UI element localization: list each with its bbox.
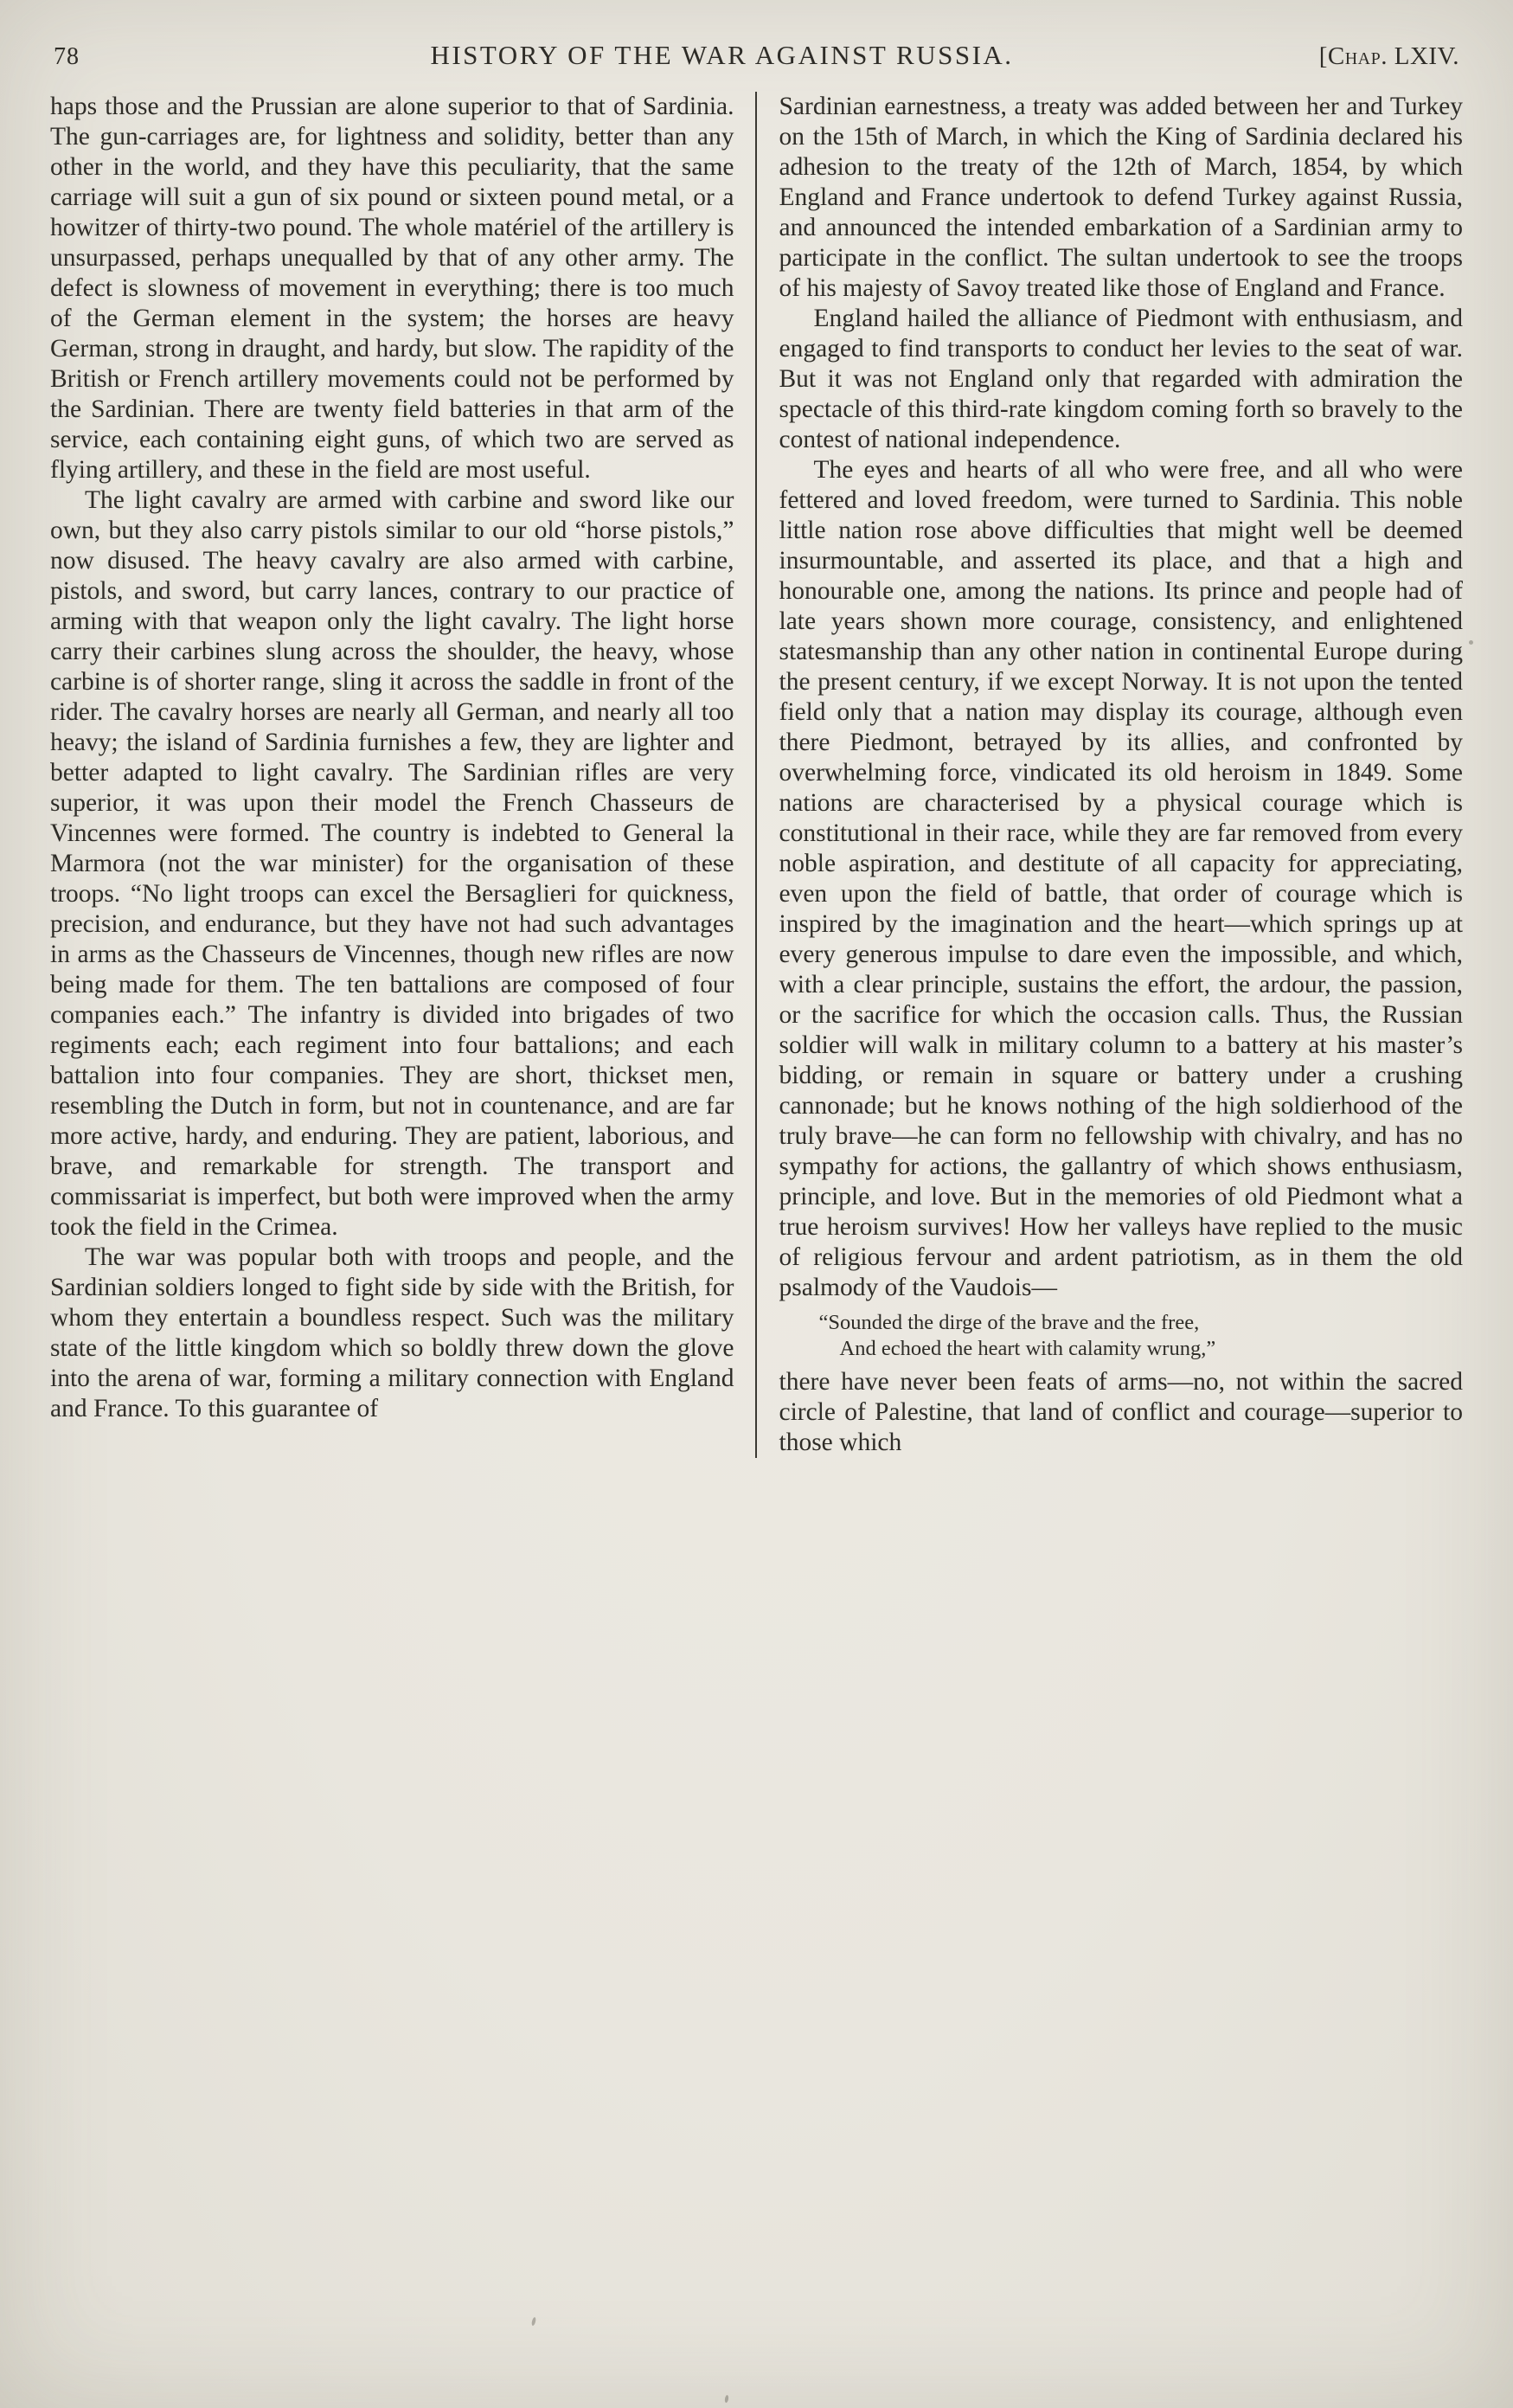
verse-line: “Sounded the dirge of the brave and the free, bbox=[818, 1311, 1200, 1334]
paragraph: The light cavalry are armed with carbine and sword like our own, but they also carry pistols similar to our old “horse pistols,” now disused. The heavy cavalry are also armed with carbine, pistols, and sword, but carry lances, contrary to our practice of arming with that weapon only the light cavalry. The light horse carry their carbines slung across the shoulder, the heavy, whose carbine is of shorter range, sling it across the saddle in front of the rider. The cavalry horses are nearly all German, and nearly all too heavy; the island of Sardinia furnishes a few, they are lighter and better adapted to light cavalry. The Sardinian rifles are very superior, it was upon their model the French Chasseurs de Vincennes were formed. The country is indebted to General la Marmora (not the war minister) for the organisation of these troops. “No light troops can excel the Bersaglieri for quickness, precision, and endurance, but they have not had such advantages in arms as the Chasseurs de Vincennes, though new rifles are now being made for them. The ten battalions are composed of four companies each.” The infantry is divided into brigades of two regiments each; each regiment into four battalions; and each battalion into four companies. They are short, thickset men, resembling the Dutch in form, but not in countenance, and are far more active, hardy, and enduring. They are patient, laborious, and brave, and remarkable for strength. The transport and commissariat is imperfect, but both were improved when the army took the field in the Crimea. bbox=[50, 486, 734, 1241]
page-header bbox=[0, 0, 1513, 71]
paragraph-continuation: Sardinian earnestness, a treaty was added between her and Turkey on the 15th of March, in which the King of Sardinia declared his adhesion to the treaty of the 12th of March, 1854, by which England and France undertook to defend Turkey against Russia, and announced the intended embarkation of a Sardinian army to participate in the conflict. The sultan undertook to see the troops of his majesty of Savoy treated like those of England and France. bbox=[779, 93, 1463, 302]
verse-line: And echoed the heart with calamity wrung,” bbox=[839, 1337, 1216, 1360]
right-column bbox=[757, 92, 1464, 1458]
page-number: 78 bbox=[54, 43, 80, 70]
scan-artifact bbox=[1469, 640, 1473, 645]
left-column bbox=[50, 92, 757, 1458]
scan-artifact bbox=[724, 2395, 729, 2404]
paragraph: The eyes and hearts of all who were free, and all who were fettered and loved freedom, were turned to Sardinia. This noble little nation rose above difficulties that might well be deemed insurmountable, and asserted its place, and that a high and honourable one, among the nations. Its prince and people had of late years shown more courage, consistency, and enlightened statesmanship than any other nation in continental Europe during the present century, if we except Norway. It is not upon the tented field only that a nation may display its courage, although even there Piedmont, betrayed by its allies, and confronted by overwhelming force, vindicated its old heroism in 1849. Some nations are characterised by a physical courage which is constitutional in their race, while they are far removed from every noble aspiration, and destitute of all capacity for appreciating, even upon the field of battle, that order of courage which is inspired by the imagination and the heart—which springs up at every generous impulse to dare even the impossible, and which, with a clear principle, sustains the effort, the ardour, the passion, or the sacrifice for which the occasion calls. Thus, the Russian soldier will walk in military column to a battery at his master’s bidding, or remain in square or battery under a crushing cannonade; but he knows nothing of the high soldierhood of the truly brave—he can form no fellowship with chivalry, and has no sympathy for actions, the gallantry of which shows enthusiasm, principle, and love. But in the memories of old Piedmont what a true heroism survives! How her valleys have replied to the music of religious fervour and ardent patriotism, as in them the old psalmody of the Vaudois— bbox=[779, 456, 1463, 1301]
scan-artifact bbox=[531, 2317, 536, 2327]
paragraph-continuation: haps those and the Prussian are alone superior to that of Sardinia. The gun-carriages are, for lightness and solidity, better than any other in the world, and they have this peculiarity, that the same carriage will suit a gun of six pound or sixteen pound metal, or a howitzer of thirty-two pound. The whole matériel of the artillery is unsurpassed, perhaps unequalled by that of any other army. The defect is slowness of movement in everything; there is too much of the German element in the system; the horses are heavy German, strong in draught, and hardy, but slow. The rapidity of the British or French artillery movements could not be performed by the Sardinian. There are twenty field batteries in that arm of the service, each containing eight guns, of which two are served as flying artillery, and these in the field are most useful. bbox=[50, 93, 734, 484]
paragraph: The war was popular both with troops and people, and the Sardinian soldiers longed to fight side by side with the British, for whom they entertain a boundless respect. Such was the military state of the little kingdom which so boldly threw down the glove into the arena of war, forming a military connection with England and France. To this guarantee of bbox=[50, 1243, 734, 1422]
chapter-reference: [Chap. LXIV. bbox=[1318, 42, 1459, 70]
text-columns bbox=[0, 92, 1513, 1458]
paragraph: England hailed the alliance of Piedmont with enthusiasm, and engaged to find transports to conduct her levies to the seat of war. But it was not England only that regarded with admiration the spectacle of this third-rate kingdom coming forth so bravely to the contest of national independence. bbox=[779, 305, 1463, 453]
running-title: HISTORY OF THE WAR AGAINST RUSSIA. bbox=[430, 40, 1014, 70]
verse-quote bbox=[819, 1310, 1464, 1362]
paragraph-continuation: there have never been feats of arms—no, not within the sacred circle of Palestine, that land of conflict and courage—superior to those which bbox=[779, 1368, 1463, 1456]
